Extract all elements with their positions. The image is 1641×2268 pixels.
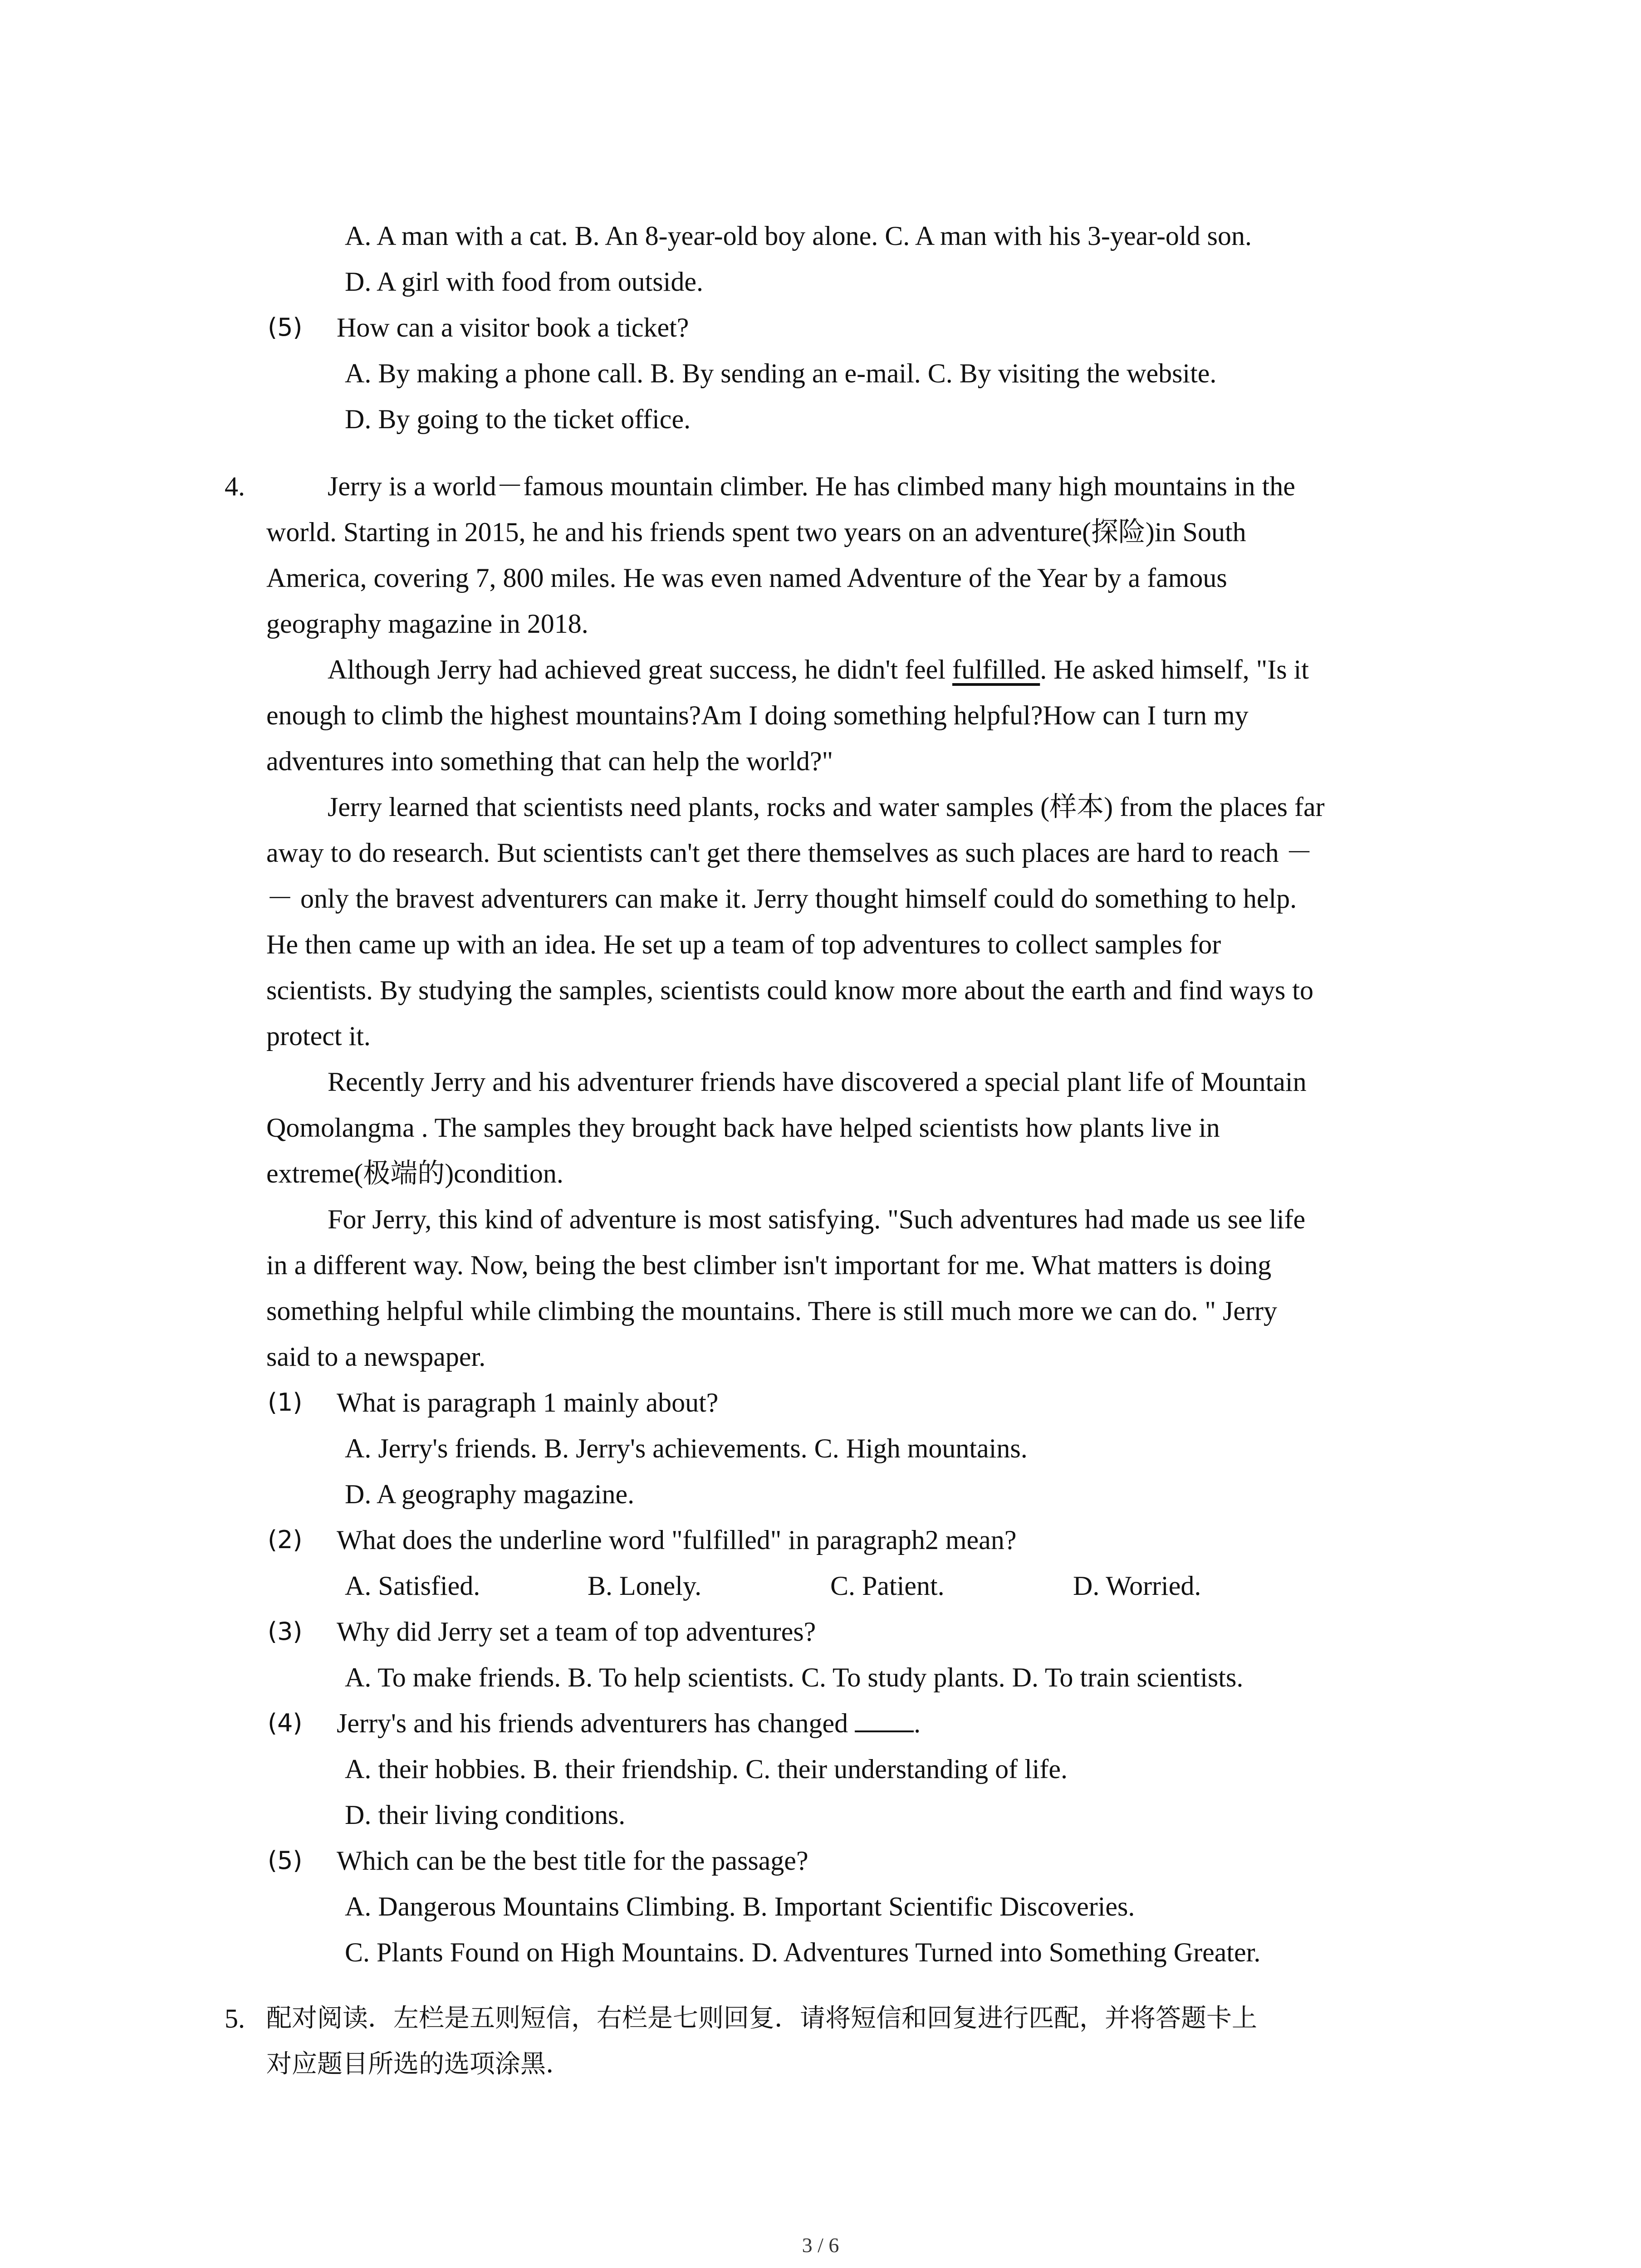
passage-p5-line-3: something helpful while climbing the mountains. There is still much more we can do. " Jerry <box>266 1296 1277 1326</box>
passage-p2-line-3: adventures into something that can help the world?" <box>266 746 833 776</box>
section-5-instruction-line-2: 对应题目所选的选项涂黑． <box>266 2049 571 2079</box>
passage-p5-line-4: said to a newspaper. <box>266 1342 486 1372</box>
q5-option-line-2: C. Plants Found on High Mountains. D. Adventures Turned into Something Greater. <box>345 1937 1261 1967</box>
q2-number: (2) <box>268 1525 303 1554</box>
passage-p3-line-1: Jerry learned that scientists need plants, rocks and water samples (样本) from the places far <box>328 792 1325 822</box>
prev-q4-option-line-1: A. A man with a cat. B. An 8-year-old boy alone. C. A man with his 3-year-old son. <box>345 221 1252 251</box>
q3-text: Why did Jerry set a team of top adventures? <box>337 1617 816 1647</box>
passage-p5-line-1: For Jerry, this kind of adventure is most satisfying. "Such adventures had made us see life <box>328 1204 1306 1234</box>
passage-p4-line-2: Qomolangma . The samples they brought back have helped scientists how plants live in <box>266 1113 1220 1143</box>
section-5-number: 5. <box>225 2004 245 2033</box>
passage-p3-line-5: scientists. By studying the samples, scientists could know more about the earth and find ways to <box>266 975 1313 1005</box>
passage-p2-start: Although Jerry had achieved great success, he didn't feel <box>328 655 952 684</box>
q4-number: (4) <box>268 1709 303 1737</box>
passage-p4-line-1: Recently Jerry and his adventurer friends have discovered a special plant life of Mountain <box>328 1067 1307 1097</box>
passage-p3-line-2: away to do research. But scientists can't get there themselves as such places are hard to reach － <box>266 838 1313 868</box>
q5-text: Which can be the best title for the passage? <box>337 1846 808 1876</box>
q3-option-line-1: A. To make friends. B. To help scientists. C. To study plants. D. To train scientists. <box>345 1662 1244 1692</box>
q1-number: (1) <box>268 1388 303 1417</box>
prev-q5-option-line-2: D. By going to the ticket office. <box>345 404 691 434</box>
q4-option-line-2: D. their living conditions. <box>345 1800 626 1830</box>
passage-p5-line-2: in a different way. Now, being the best climber isn't important for me. What matters is doing <box>266 1250 1272 1280</box>
passage-p1-line-1: Jerry is a world－famous mountain climber. He has climbed many high mountains in the <box>328 471 1295 501</box>
q2-option-a: A. Satisfied. <box>345 1571 480 1601</box>
q4-option-line-1: A. their hobbies. B. their friendship. C. their understanding of life. <box>345 1754 1068 1784</box>
q2-option-c: C. Patient. <box>830 1571 945 1601</box>
q4-text <box>337 1701 921 1746</box>
passage-p1-line-3: America, covering 7, 800 miles. He was even named Adventure of the Year by a famous <box>266 563 1227 593</box>
passage-p2-end: . He asked himself, "Is it <box>1040 655 1309 684</box>
section-5-instruction-line-1: 配对阅读．左栏是五则短信，右栏是七则回复．请将短信和回复进行匹配，并将答题卡上 <box>266 2004 1257 2033</box>
q4-text-start: Jerry's and his friends adventurers has changed <box>337 1708 855 1738</box>
q3-number: (3) <box>268 1617 303 1646</box>
passage-p4-line-3: extreme(极端的)condition. <box>266 1158 563 1188</box>
q5-number: (5) <box>268 1846 303 1875</box>
prev-q5-text: How can a visitor book a ticket? <box>337 313 689 342</box>
prev-q5-number: (5) <box>268 313 303 342</box>
q2-text: What does the underline word "fulfilled" in paragraph2 mean? <box>337 1525 1017 1555</box>
q5-option-line-1: A. Dangerous Mountains Climbing. B. Important Scientific Discoveries. <box>345 1892 1135 1921</box>
passage-p2-line-1 <box>328 647 1309 692</box>
q4-answer-blank <box>855 1702 914 1732</box>
passage-p1-line-4: geography magazine in 2018. <box>266 609 588 639</box>
underlined-word-fulfilled: fulfilled <box>952 655 1040 684</box>
passage-p3-line-3: － only the bravest adventurers can make it. Jerry thought himself could do something to help. <box>266 884 1297 914</box>
passage-p3-line-4: He then came up with an idea. He set up a team of top adventures to collect samples for <box>266 929 1221 959</box>
q4-text-end: . <box>914 1708 921 1738</box>
passage-p3-line-6: protect it. <box>266 1021 371 1051</box>
prev-q5-option-line-1: A. By making a phone call. B. By sending an e-mail. C. By visiting the website. <box>345 358 1217 388</box>
q1-option-line-1: A. Jerry's friends. B. Jerry's achievements. C. High mountains. <box>345 1433 1028 1463</box>
q1-option-line-2: D. A geography magazine. <box>345 1479 635 1509</box>
page-number: 3 / 6 <box>802 2234 839 2257</box>
section-4-number: 4. <box>225 471 245 501</box>
q2-option-b: B. Lonely. <box>588 1571 702 1601</box>
prev-q4-option-line-2: D. A girl with food from outside. <box>345 267 703 297</box>
passage-p1-line-2: world. Starting in 2015, he and his friends spent two years on an adventure(探险)in South <box>266 517 1246 547</box>
passage-p2-line-2: enough to climb the highest mountains?Am I doing something helpful?How can I turn my <box>266 700 1249 730</box>
q1-text: What is paragraph 1 mainly about? <box>337 1388 719 1418</box>
q2-option-d: D. Worried. <box>1073 1571 1201 1601</box>
